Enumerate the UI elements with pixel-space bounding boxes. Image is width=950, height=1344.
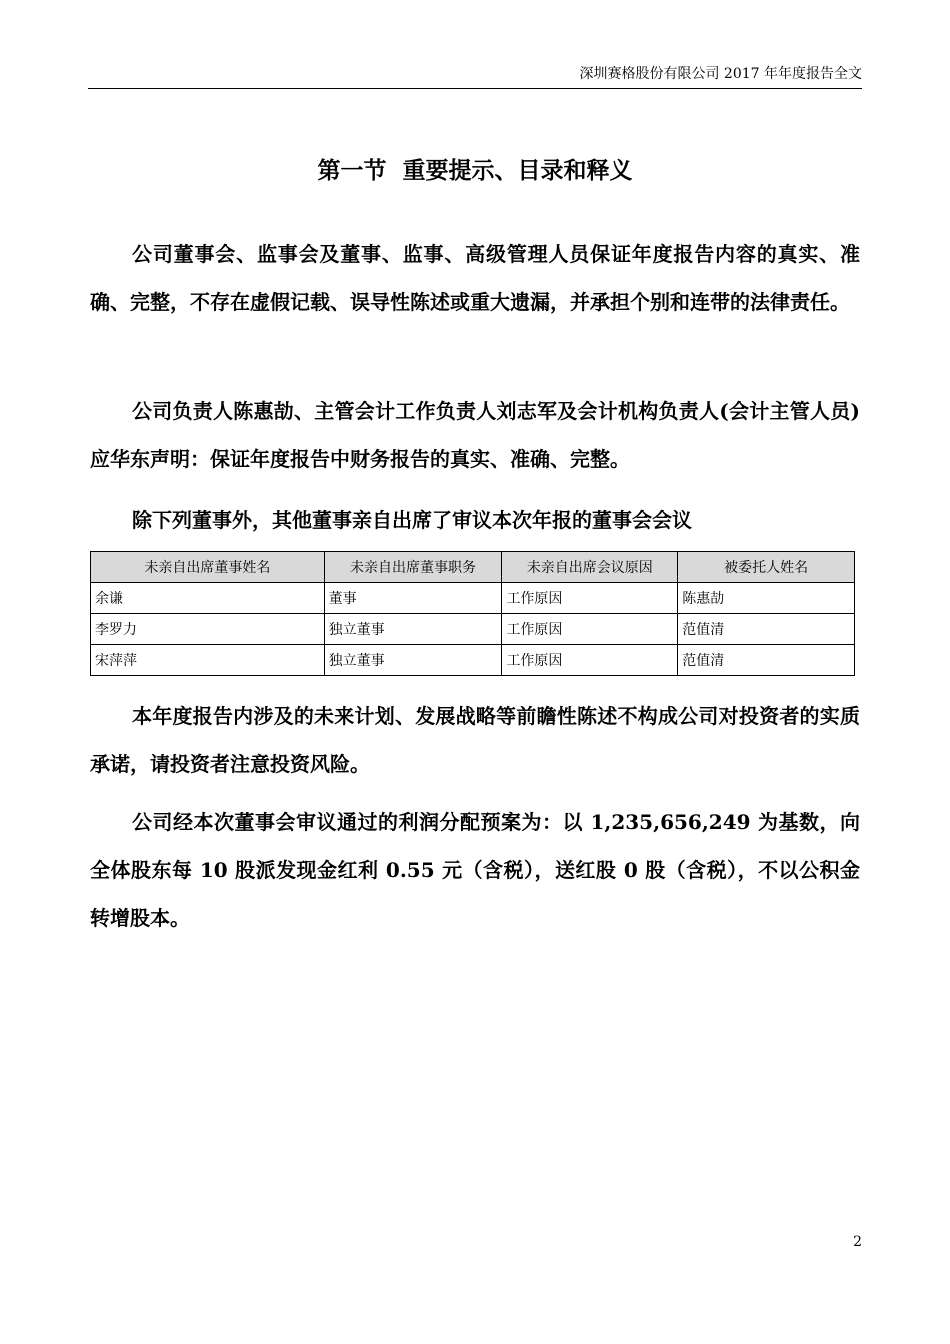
paragraph-responsible-persons: 公司负责人陈惠劼、主管会计工作负责人刘志军及会计机构负责人(会计主管人员)应华东声明：保证年度报告中财务报告的真实、准确、完整。 bbox=[90, 399, 860, 471]
section-title: 第一节 重要提示、目录和释义 bbox=[317, 157, 633, 184]
table-cell: 李罗力 bbox=[91, 614, 325, 645]
table-row bbox=[91, 583, 855, 614]
table-header-row bbox=[91, 552, 855, 583]
running-header: 深圳赛格股份有限公司 2017 年年度报告全文 bbox=[579, 66, 862, 82]
table-header-cell: 未亲自出席会议原因 bbox=[502, 552, 678, 583]
table-cell: 陈惠劼 bbox=[678, 583, 855, 614]
paragraph-forward-looking: 本年度报告内涉及的未来计划、发展战略等前瞻性陈述不构成公司对投资者的实质承诺，请投资者注意投资风险。 bbox=[90, 704, 860, 776]
page-number: 2 bbox=[853, 1234, 862, 1250]
table-header-cell: 被委托人姓名 bbox=[678, 552, 855, 583]
table-header-cell: 未亲自出席董事姓名 bbox=[91, 552, 325, 583]
table-header-cell: 未亲自出席董事职务 bbox=[324, 552, 502, 583]
table-cell: 范值清 bbox=[678, 614, 855, 645]
table-row bbox=[91, 614, 855, 645]
absent-directors-table bbox=[90, 551, 855, 676]
paragraph-board-guarantee: 公司董事会、监事会及董事、监事、高级管理人员保证年度报告内容的真实、准确、完整，不存在虚假记载、误导性陈述或重大遗漏，并承担个别和连带的法律责任。 bbox=[90, 242, 860, 314]
table-cell: 宋萍萍 bbox=[91, 645, 325, 676]
table-row bbox=[91, 645, 855, 676]
table-cell: 范值清 bbox=[678, 645, 855, 676]
table-cell: 董事 bbox=[324, 583, 502, 614]
table-cell: 余谦 bbox=[91, 583, 325, 614]
table-cell: 工作原因 bbox=[502, 645, 678, 676]
table-cell: 工作原因 bbox=[502, 583, 678, 614]
header-rule bbox=[88, 88, 862, 89]
paragraph-absent-directors-intro: 除下列董事外，其他董事亲自出席了审议本次年报的董事会会议 bbox=[132, 508, 692, 532]
table-cell: 工作原因 bbox=[502, 614, 678, 645]
paragraph-profit-distribution: 公司经本次董事会审议通过的利润分配预案为：以 1,235,656,249 为基数，向全体股东每 10 股派发现金红利 0.55 元（含税），送红股 0 股（含税），不以公积金转增股本。 bbox=[90, 810, 860, 930]
table-cell: 独立董事 bbox=[324, 645, 502, 676]
table-cell: 独立董事 bbox=[324, 614, 502, 645]
